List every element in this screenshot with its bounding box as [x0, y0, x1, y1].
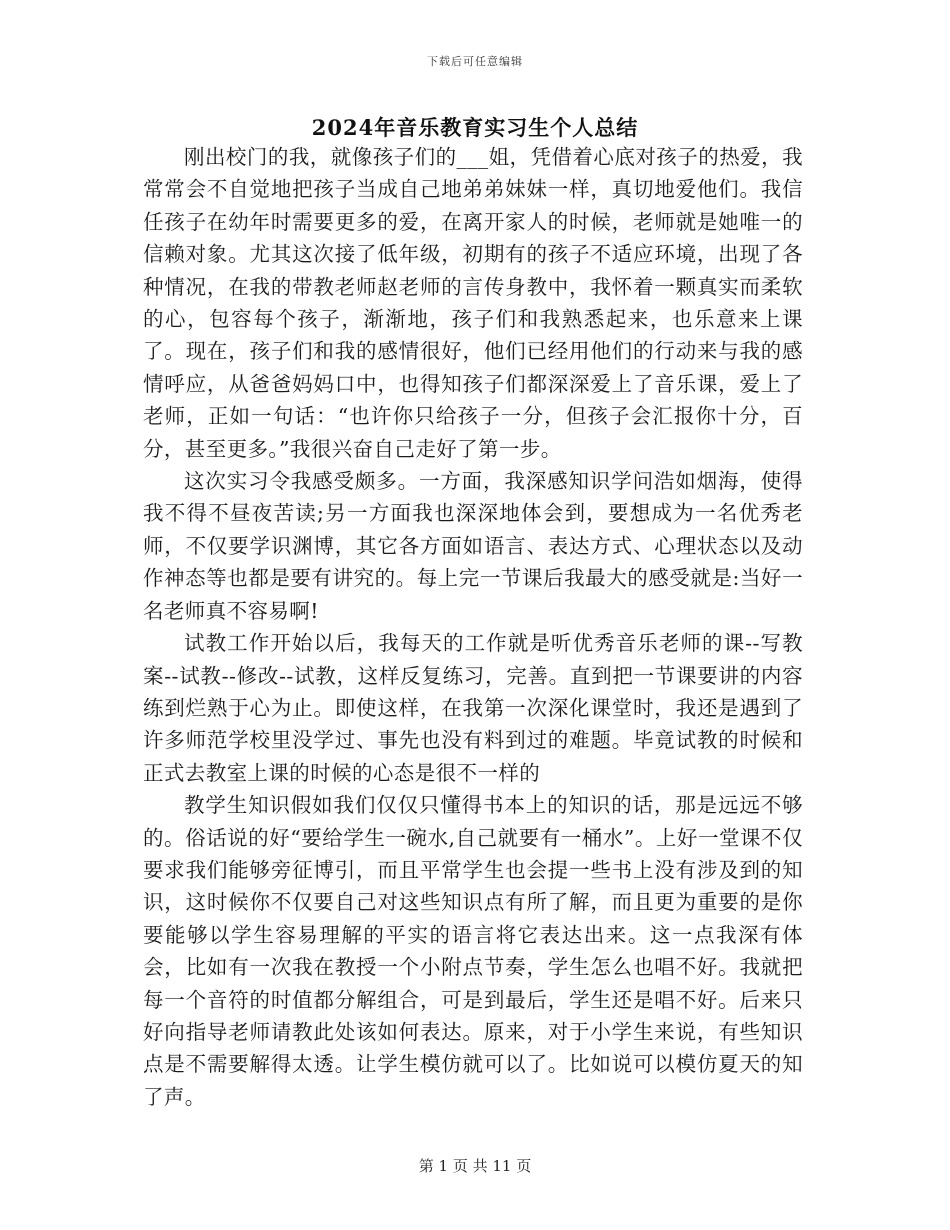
- paragraph: 这次实习令我感受颇多。一方面，我深感知识学问浩如烟海，使得我不得不昼夜苦读;另一方面我也深深地体会到，要想成为一名优秀老师，不仅要学识渊博，其它各方面如语言、表达方式、心理状态以及动作神态等也都是要有讲究的。每上完一节课后我最大的感受就是:当好一名老师真不容易啊!: [143, 469, 803, 623]
- paragraph: 试教工作开始以后，我每天的工作就是听优秀音乐老师的课--写教案--试教--修改--试教，这样反复练习，完善。直到把一节课要讲的内容练到烂熟于心为止。即使这样，在我第一次深化课堂时，我还是遇到了许多师范学校里没学过、事先也没有料到过的难题。毕竟试教的时候和正式去教室上课的时候的心态是很不一样的: [143, 631, 803, 785]
- paragraph: 刚出校门的我，就像孩子们的___姐，凭借着心底对孩子的热爱，我常常会不自觉地把孩子当成自己地弟弟妹妹一样，真切地爱他们。我信任孩子在幼年时需要更多的爱，在离开家人的时候，老师就是她唯一的信赖对象。尤其这次接了低年级，初期有的孩子不适应环境，出现了各种情况，在我的带教老师赵老师的言传身教中，我怀着一颗真实而柔软的心，包容每个孩子，渐渐地，孩子们和我熟悉起来，也乐意来上课了。现在，孩子们和我的感情很好，他们已经用他们的行动来与我的感情呼应，从爸爸妈妈口中，也得知孩子们都深深爱上了音乐课，爱上了老师，正如一句话：“也许你只给孩子一分，但孩子会汇报你十分，百分，甚至更多。”我很兴奋自己走好了第一步。: [143, 145, 803, 461]
- header-note: 下载后可任意编辑: [427, 55, 523, 68]
- document-body: [143, 141, 803, 1113]
- document-title: 2024年音乐教育实习生个人总结: [311, 115, 639, 140]
- page-number: 第 1 页 共 11 页: [418, 1157, 532, 1175]
- paragraph: 教学生知识假如我们仅仅只懂得书本上的知识的话，那是远远不够的。俗话说的好“要给学生一碗水,自己就要有一桶水”。上好一堂课不仅要求我们能够旁征博引，而且平常学生也会提一些书上没有涉及到的知识，这时候你不仅要自己对这些知识点有所了解，而且更为重要的是你要能够以学生容易理解的平实的语言将它表达出来。这一点我深有体会，比如有一次我在教授一个小附点节奏，学生怎么也唱不好。我就把每一个音符的时值都分解组合，可是到最后，学生还是唱不好。后来只好向指导老师请教此处该如何表达。原来，对于小学生来说，有些知识点是不需要解得太透。让学生模仿就可以了。比如说可以模仿夏天的知了声。: [143, 793, 803, 1109]
